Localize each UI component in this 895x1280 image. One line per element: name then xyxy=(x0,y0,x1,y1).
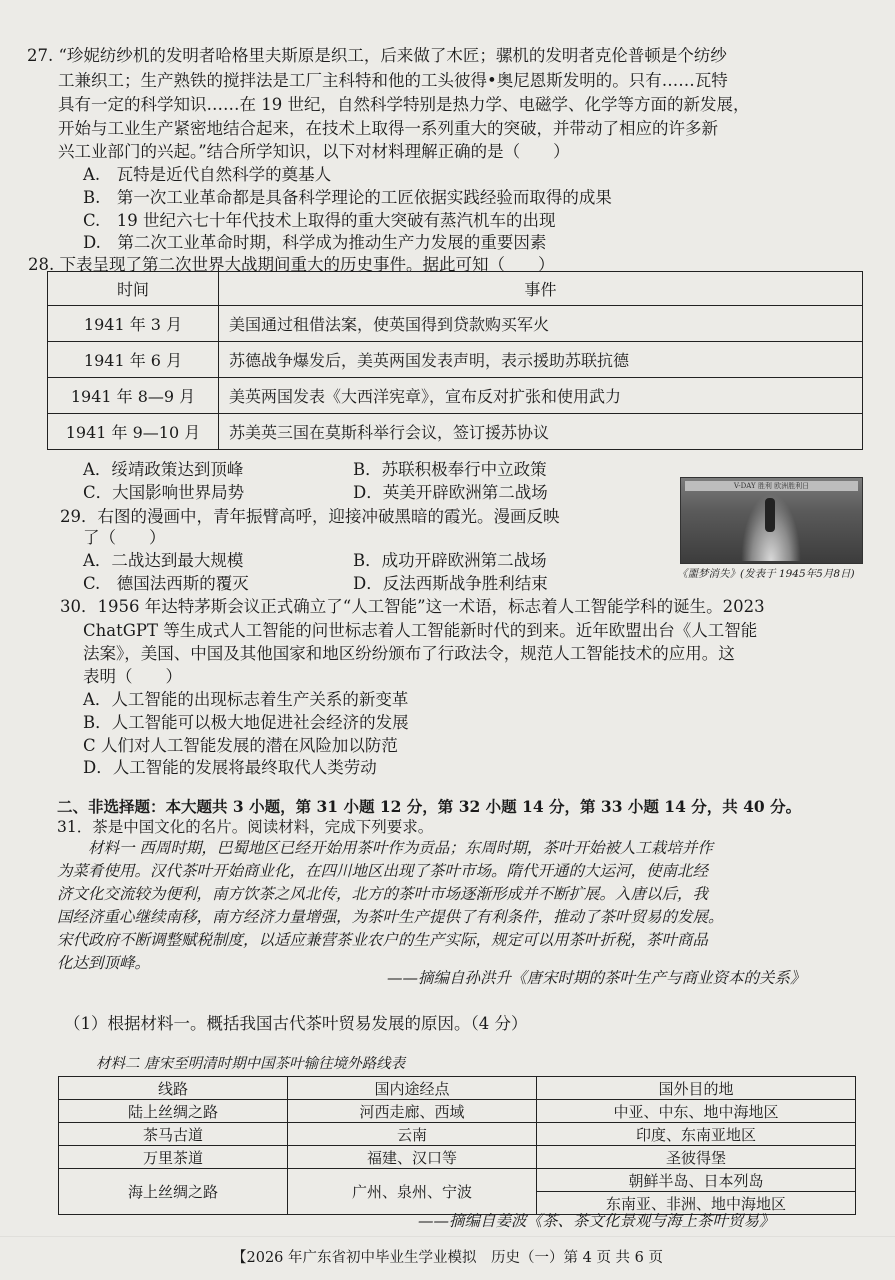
q31-material1-line-3: 济文化交流较为便利，南方饮茶之风北传，北方的茶叶市场逐渐形成并不断扩展。入唐以后，我 xyxy=(57,885,709,903)
q31-material1-line-5: 宋代政府不断调整赋税制度，以适应兼营茶业农户的生产实际，规定可以用茶叶折税，茶叶商品 xyxy=(57,931,709,949)
table-row xyxy=(48,306,863,342)
q30-option-b: B．人工智能可以极大地促进社会经济的发展 xyxy=(83,713,409,732)
q31-foreign-cell: 中亚、中东、地中海地区 xyxy=(537,1100,856,1123)
q31-material1-line-6: 化达到顶峰。 xyxy=(57,954,151,972)
youth-figure xyxy=(765,498,775,532)
q29-option-a: A．二战达到最大规模 xyxy=(83,551,244,570)
q27-line-1: 27. “珍妮纺纱机的发明者哈格里夫斯原是织工，后来做了木匠；骡机的发明者克伦普顿是个纺纱 xyxy=(27,46,727,65)
q28-header-event: 事件 xyxy=(219,272,863,306)
q31-material1-line-4: 国经济重心继续南移，南方经济力量增强，为茶叶生产提供了有利条件，推动了茶叶贸易的发展。 xyxy=(57,908,724,926)
q28-table xyxy=(47,271,863,450)
q28-event-cell: 美英两国发表《大西洋宪章》，宣布反对扩张和使用武力 xyxy=(219,378,863,414)
q31-route-cell: 海上丝绸之路 xyxy=(59,1169,288,1215)
q31-foreign-cell: 朝鲜半岛、日本列岛 xyxy=(537,1169,856,1192)
q27-line-3: 具有一定的科学知识……在 19 世纪，自然科学特别是热力学、电磁学、化学等方面的新发展， xyxy=(58,95,750,114)
cartoon-image xyxy=(680,477,863,564)
q30-option-c: C 人们对人工智能发展的潜在风险加以防范 xyxy=(83,736,398,755)
q31-table xyxy=(58,1076,856,1215)
cartoon-banner-text: V-DAY 胜利 欧洲胜利日 xyxy=(733,482,810,490)
q31-material1-line-2: 为菜肴使用。汉代茶叶开始商业化，在四川地区出现了茶叶市场。隋代开通的大运河，使南北经 xyxy=(57,862,709,880)
q31-material1-line-1: 材料一 西周时期，巴蜀地区已经开始用茶叶作为贡品；东周时期，茶叶开始被人工栽培并作 xyxy=(88,839,713,857)
q27-line-5: 兴工业部门的兴起。”结合所学知识，以下对材料理解正确的是（ ） xyxy=(58,142,570,161)
q31-subquestion-1: （1）根据材料一。概括我国古代茶叶贸易发展的原因。（4 分） xyxy=(64,1014,528,1033)
q27-option-b: B. 第一次工业革命都是具备科学理论的工匠依据实践经验而取得的成果 xyxy=(83,188,612,207)
q31-domestic-cell: 广州、泉州、宁波 xyxy=(288,1169,537,1215)
q30-line-4: 表明（ ） xyxy=(83,667,182,686)
q28-time-cell: 1941 年 6 月 xyxy=(48,342,219,378)
q31-domestic-cell: 河西走廊、西域 xyxy=(288,1100,537,1123)
q31-source-2: ——摘编自姜波《茶、茶文化景观与海上茶叶贸易》 xyxy=(418,1212,775,1230)
q27-option-c: C. 19 世纪六七十年代技术上取得的重大突破有蒸汽机车的出现 xyxy=(83,211,556,230)
q29-option-d: D．反法西斯战争胜利结束 xyxy=(353,574,548,593)
q27-line-2: 工兼织工；生产熟铁的搅拌法是工厂主科特和他的工头彼得•奥尼恩斯发明的。只有……瓦特 xyxy=(58,71,728,90)
q28-event-cell: 美国通过租借法案，使英国得到贷款购买军火 xyxy=(219,306,863,342)
cartoon-caption: 《噩梦消失》(发表于 1945年5月8日) xyxy=(677,568,855,580)
q28-option-c: C．大国影响世界局势 xyxy=(83,483,245,502)
q28-time-cell: 1941 年 8—9 月 xyxy=(48,378,219,414)
q31-foreign-cell: 印度、东南亚地区 xyxy=(537,1123,856,1146)
q27-option-d: D. 第二次工业革命时期，科学成为推动生产力发展的重要因素 xyxy=(83,233,547,252)
q30-option-a: A．人工智能的出现标志着生产关系的新变革 xyxy=(83,690,409,709)
divider xyxy=(0,1236,895,1237)
q28-option-a: A．绥靖政策达到顶峰 xyxy=(83,460,244,479)
q31-route-cell: 茶马古道 xyxy=(59,1123,288,1146)
q31-stem: 31．茶是中国文化的名片。阅读材料，完成下列要求。 xyxy=(57,818,434,836)
page-footer: 【2026 年广东省初中毕业生学业模拟 历史（一）第 4 页 共 6 页 xyxy=(232,1250,664,1266)
q28-event-cell: 苏德战争爆发后，美英两国发表声明，表示援助苏联抗德 xyxy=(219,342,863,378)
q31-material2-title: 材料二 唐宋至明清时期中国茶叶输往境外路线表 xyxy=(96,1056,406,1072)
q28-event-cell: 苏美英三国在莫斯科举行会议，签订援苏协议 xyxy=(219,414,863,450)
q28-table-header xyxy=(48,272,863,306)
table-row xyxy=(59,1123,856,1146)
q31-domestic-cell: 云南 xyxy=(288,1123,537,1146)
q31-source-1: ——摘编自孙洪升《唐宋时期的茶叶生产与商业资本的关系》 xyxy=(387,969,806,987)
q31-header-foreign: 国外目的地 xyxy=(537,1077,856,1100)
q30-line-3: 法案》，美国、中国及其他国家和地区纷纷颁布了行政法令，规范人工智能技术的应用。这 xyxy=(83,644,735,663)
q27-line-4: 开始与工业生产紧密地结合起来，在技术上取得一系列重大的突破，并带动了相应的许多新 xyxy=(58,119,718,138)
section-2-heading: 二、非选择题：本大题共 3 小题，第 31 小题 12 分，第 32 小题 14 分，第 33 小题 14 分，共 40 分。 xyxy=(57,797,802,816)
q28-time-cell: 1941 年 9—10 月 xyxy=(48,414,219,450)
q29-line-2: 了（ ） xyxy=(83,528,166,547)
table-row xyxy=(48,342,863,378)
q31-route-cell: 陆上丝绸之路 xyxy=(59,1100,288,1123)
q31-header-route: 线路 xyxy=(59,1077,288,1100)
q31-foreign-cell: 东南亚、非洲、地中海地区 xyxy=(537,1192,856,1215)
q29-option-b: B．成功开辟欧洲第二战场 xyxy=(353,551,547,570)
q31-foreign-cell: 圣彼得堡 xyxy=(537,1146,856,1169)
q28-option-d: D．英美开辟欧洲第二战场 xyxy=(353,483,548,502)
table-row xyxy=(48,378,863,414)
cartoon-banner xyxy=(685,481,858,491)
q27-option-a: A. 瓦特是近代自然科学的奠基人 xyxy=(83,165,332,184)
q29-line-1: 29．右图的漫画中，青年振臂高呼，迎接冲破黑暗的霞光。漫画反映 xyxy=(60,507,560,526)
q28-header-time: 时间 xyxy=(48,272,219,306)
q30-line-1: 30．1956 年达特茅斯会议正式确立了“人工智能”这一术语，标志着人工智能学科的诞生。2023 xyxy=(60,597,765,616)
table-row xyxy=(48,414,863,450)
q31-domestic-cell: 福建、汉口等 xyxy=(288,1146,537,1169)
q31-header-domestic: 国内途经点 xyxy=(288,1077,537,1100)
q28-option-b: B．苏联积极奉行中立政策 xyxy=(353,460,547,479)
q30-option-d: D．人工智能的发展将最终取代人类劳动 xyxy=(83,758,377,777)
table-row xyxy=(59,1100,856,1123)
q31-table-header xyxy=(59,1077,856,1100)
q28-time-cell: 1941 年 3 月 xyxy=(48,306,219,342)
table-row xyxy=(59,1169,856,1192)
q28-stem: 28. 下表呈现了第二次世界大战期间重大的历史事件。据此可知（ ） xyxy=(28,255,555,274)
q30-line-2: ChatGPT 等生成式人工智能的问世标志着人工智能新时代的到来。近年欧盟出台《人工智能 xyxy=(83,621,758,640)
table-row xyxy=(59,1146,856,1169)
q29-option-c: C. 德国法西斯的覆灭 xyxy=(83,574,249,593)
q31-route-cell: 万里茶道 xyxy=(59,1146,288,1169)
